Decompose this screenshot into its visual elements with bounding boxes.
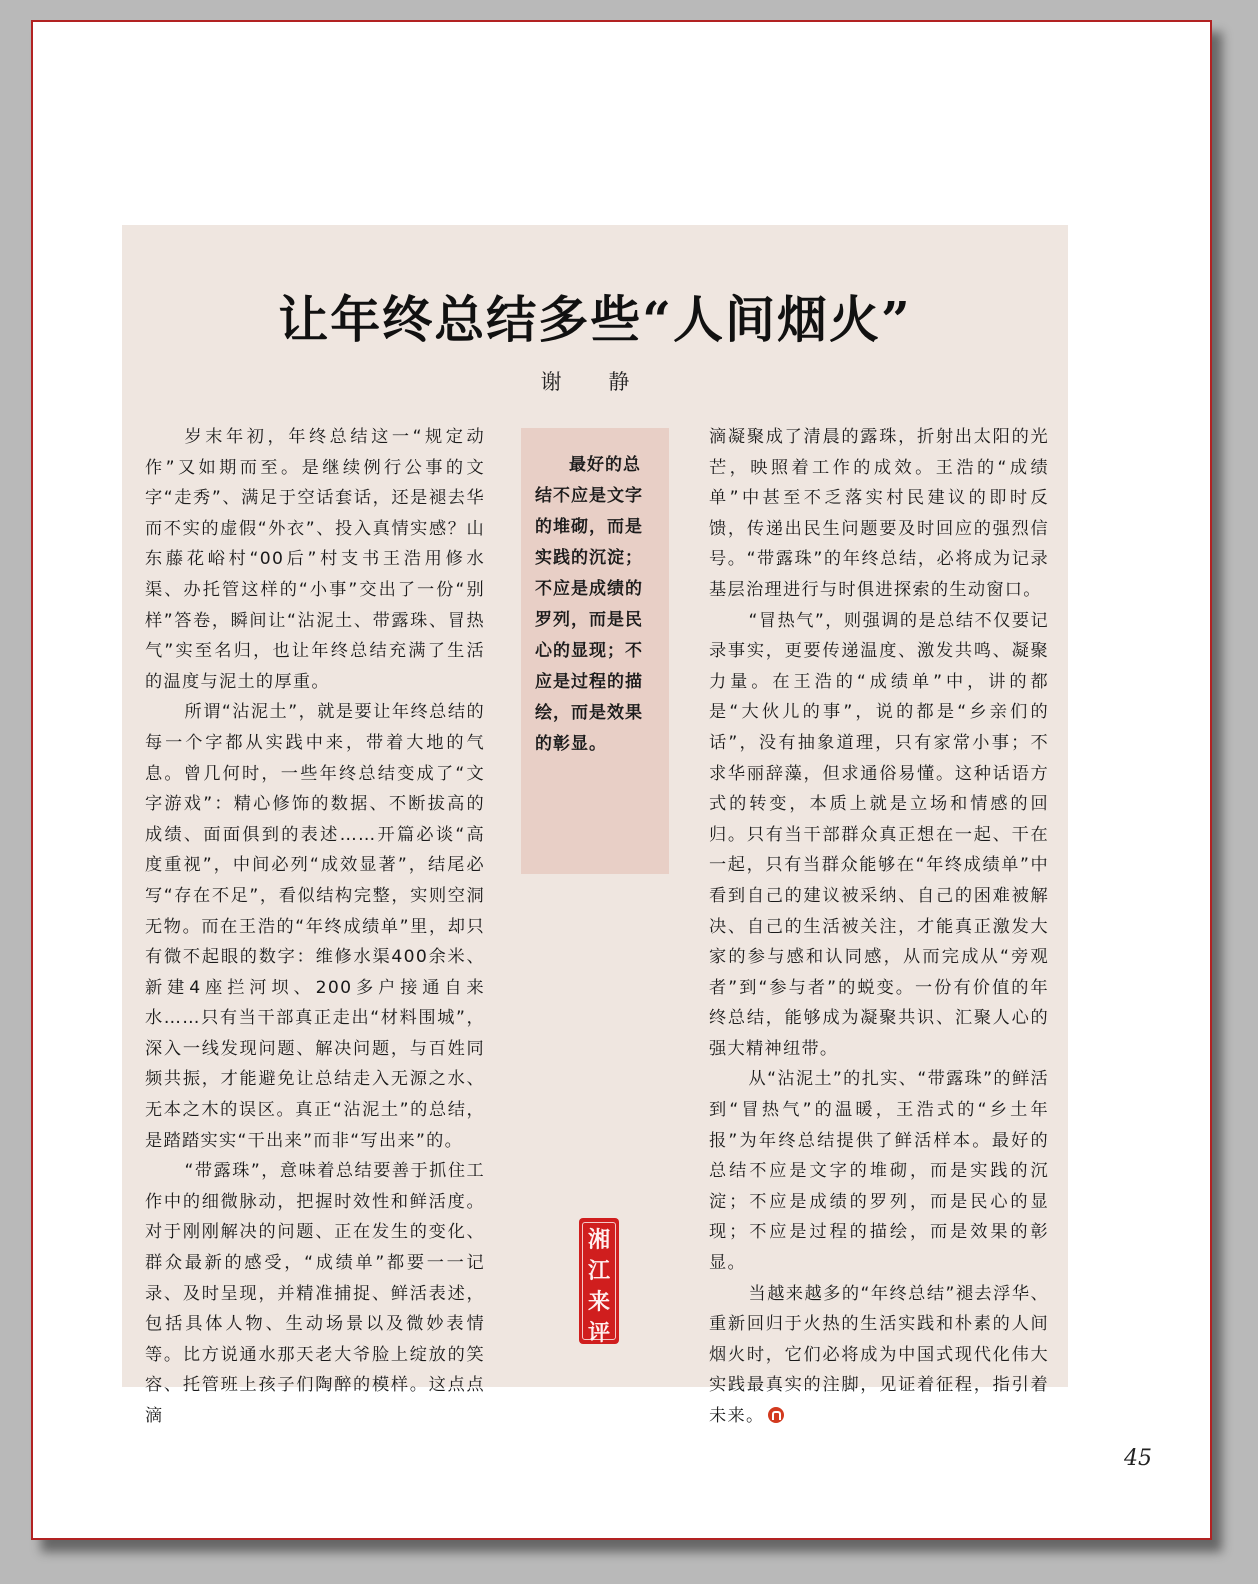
paragraph-last [709,1279,1049,1432]
paragraph: 岁末年初，年终总结这一“规定动作”又如期而至。是继续例行公事的文字“走秀”、满足于空话套话，还是褪去华而不实的虚假“外衣”、投入真情实感？山东藤花峪村“00后”村支书王浩用修水渠、办托管这样的“小事”交出了一份“别样”答卷，瞬间让“沾泥土、带露珠、冒热气”实至名归，也让年终总结充满了生活的温度与泥土的厚重。 [145,427,485,692]
paragraph: 滴凝聚成了清晨的露珠，折射出太阳的光芒，映照着工作的成效。王浩的“成绩单”中甚至不乏落实村民建议的即时反馈，传递出民生问题要及时回应的强烈信号。“带露珠”的年终总结，必将成为记录基层治理进行与时俱进探索的生动窗口。 [709,427,1049,600]
page-number: 45 [1124,1446,1152,1471]
pull-quote [521,428,669,874]
paragraph: 从“沾泥土”的扎实、“带露珠”的鲜活到“冒热气”的温暖，王浩式的“乡土年报”为年终总结提供了鲜活样本。最好的总结不应是文字的堆砌，而是实践的沉淀；不应是成绩的罗列，而是民心的显现；不应是过程的描绘，而是效果的彰显。 [709,1069,1049,1274]
seal-char: 评 [587,1320,610,1346]
seal-chars [582,1222,616,1346]
seal-char: 来 [587,1289,610,1315]
seal-stamp [579,1218,619,1344]
pull-quote-text: 最好的总结不应是文字的堆砌，而是实践的沉淀；不应是成绩的罗列，而是民心的显现；不应是过程的描绘，而是效果的彰显。 [535,455,643,754]
seal-char: 江 [587,1258,610,1284]
paragraph: 所谓“沾泥土”，就是要让年终总结的每一个字都从实践中来，带着大地的气息。曾几何时，一些年终总结变成了“文字游戏”：精心修饰的数据、不断拔高的成绩、面面俱到的表述……开篇必谈“高度重视”，中间必列“成效显著”，结尾必写“存在不足”，看似结构完整，实则空洞无物。而在王浩的“年终成绩单”里，却只有微不起眼的数字：维修水渠400余米、新建4座拦河坝、200多户接通自来水……只有当干部真正走出“材料围城”，深入一线发现问题、解决问题，与百姓同频共振，才能避免让总结走入无源之水、无本之木的误区。真正“沾泥土”的总结，是踏踏实实“干出来”而非“写出来”的。 [145,702,485,1151]
article-title: 让年终总结多些“人间烟火” [278,290,912,349]
paragraph: “冒热气”，则强调的是总结不仅要记录事实，更要传递温度、激发共鸣、凝聚力量。在王浩的“成绩单”中，讲的都是“大伙儿的事”，说的都是“乡亲们的话”，没有抽象道理，只有家常小事；不求华丽辞藻，但求通俗易懂。这种话语方式的转变，本质上就是立场和情感的回归。只有当干部群众真正想在一起、干在一起，只有当群众能够在“年终成绩单”中看到自己的建议被采纳、自己的困难被解决、自己的生活被关注，才能真正激发大家的参与感和认同感，从而完成从“旁观者”到“参与者”的蜕变。一份有价值的年终总结，能够成为凝聚共识、汇聚人心的强大精神纽带。 [709,610,1049,1059]
article-author: 谢 静 [540,370,650,394]
end-of-article-icon [768,1407,784,1423]
right-column [709,422,1049,1426]
left-column [145,422,485,1426]
paragraph: “带露珠”，意味着总结要善于抓住工作中的细微脉动，把握时效性和鲜活度。对于刚刚解决的问题、正在发生的变化、群众最新的感受，“成绩单”都要一一记录、及时呈现，并精准捕捉、鲜活表述，包括具体人物、生动场景以及微妙表情等。比方说通水那天老大爷脸上绽放的笑容、托管班上孩子们陶醉的模样。这点点滴 [145,1161,485,1426]
paragraph-text: 当越来越多的“年终总结”褪去浮华、重新回归于火热的生活实践和朴素的人间烟火时，它们必将成为中国式现代化伟大实践最真实的注脚，见证着征程，指引着未来。 [709,1283,1049,1426]
seal-char: 湘 [587,1227,610,1253]
